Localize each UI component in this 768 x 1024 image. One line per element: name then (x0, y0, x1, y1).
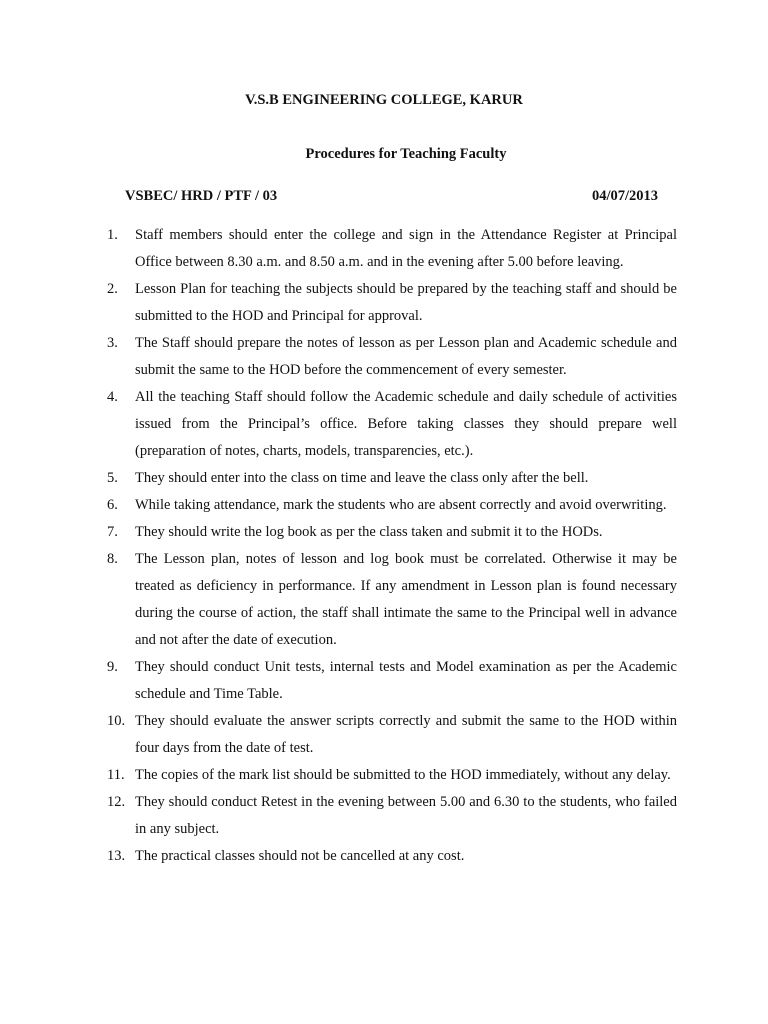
item-number: 1. (107, 227, 118, 243)
item-number: 9. (107, 659, 118, 675)
procedure-item (0, 708, 768, 762)
item-text: They should conduct Retest in the evening between 5.00 and 6.30 to the students, who failed in any subject. (135, 794, 677, 837)
procedure-item (0, 222, 768, 276)
item-number: 2. (107, 281, 118, 297)
item-number: 8. (107, 551, 118, 567)
item-number: 5. (107, 470, 118, 486)
item-text: They should evaluate the answer scripts correctly and submit the same to the HOD within four days from the date of test. (135, 713, 677, 756)
item-text: They should write the log book as per the class taken and submit it to the HODs. (135, 524, 603, 540)
document-date: 04/07/2013 (591, 188, 658, 204)
item-number: 7. (107, 524, 118, 540)
item-number: 3. (107, 335, 118, 351)
procedure-list (0, 222, 768, 870)
item-text: The Lesson plan, notes of lesson and log book must be correlated. Otherwise it may be treated as deficiency in performance. If any amendment in Lesson plan is found necessary during the course of action, the staff shall intimate the same to the Principal well in advance and not after the date of execution. (135, 551, 677, 648)
procedure-item (0, 330, 768, 384)
procedure-item (0, 762, 768, 789)
item-text: They should conduct Unit tests, internal tests and Model examination as per the Academic schedule and Time Table. (135, 659, 677, 702)
procedure-item (0, 492, 768, 519)
item-number: 4. (107, 389, 118, 405)
reference-code: VSBEC/ HRD / PTF / 03 (125, 188, 278, 204)
item-number: 10. (107, 713, 126, 729)
procedure-item (0, 843, 768, 870)
item-text: While taking attendance, mark the students who are absent correctly and avoid overwriting. (135, 497, 667, 513)
procedure-item (0, 654, 768, 708)
procedure-item (0, 519, 768, 546)
procedure-item (0, 789, 768, 843)
item-text: Lesson Plan for teaching the subjects should be prepared by the teaching staff and should be submitted to the HOD and Principal for approval. (135, 281, 677, 324)
college-name-heading: V.S.B ENGINEERING COLLEGE, KARUR (245, 92, 523, 108)
procedure-item (0, 384, 768, 465)
procedure-item (0, 465, 768, 492)
item-text: Staff members should enter the college and sign in the Attendance Register at Principal Office between 8.30 a.m. and 8.50 a.m. and in the evening after 5.00 before leaving. (135, 227, 677, 270)
item-number: 13. (107, 848, 126, 864)
item-text: All the teaching Staff should follow the Academic schedule and daily schedule of activities issued from the Principal’s office. Before taking classes they should prepare well (preparation of notes, charts, models, transparencies, etc.). (135, 389, 677, 459)
item-text: The Staff should prepare the notes of lesson as per Lesson plan and Academic schedule and submit the same to the HOD before the commencement of every semester. (135, 335, 677, 378)
item-text: The copies of the mark list should be submitted to the HOD immediately, without any delay. (135, 767, 671, 783)
document-title: Procedures for Teaching Faculty (305, 146, 507, 162)
item-number: 12. (107, 794, 126, 810)
item-text: The practical classes should not be cancelled at any cost. (135, 848, 465, 864)
item-text: They should enter into the class on time and leave the class only after the bell. (135, 470, 589, 486)
procedure-item (0, 276, 768, 330)
procedure-item (0, 546, 768, 654)
item-number: 11. (107, 767, 125, 783)
item-number: 6. (107, 497, 118, 513)
